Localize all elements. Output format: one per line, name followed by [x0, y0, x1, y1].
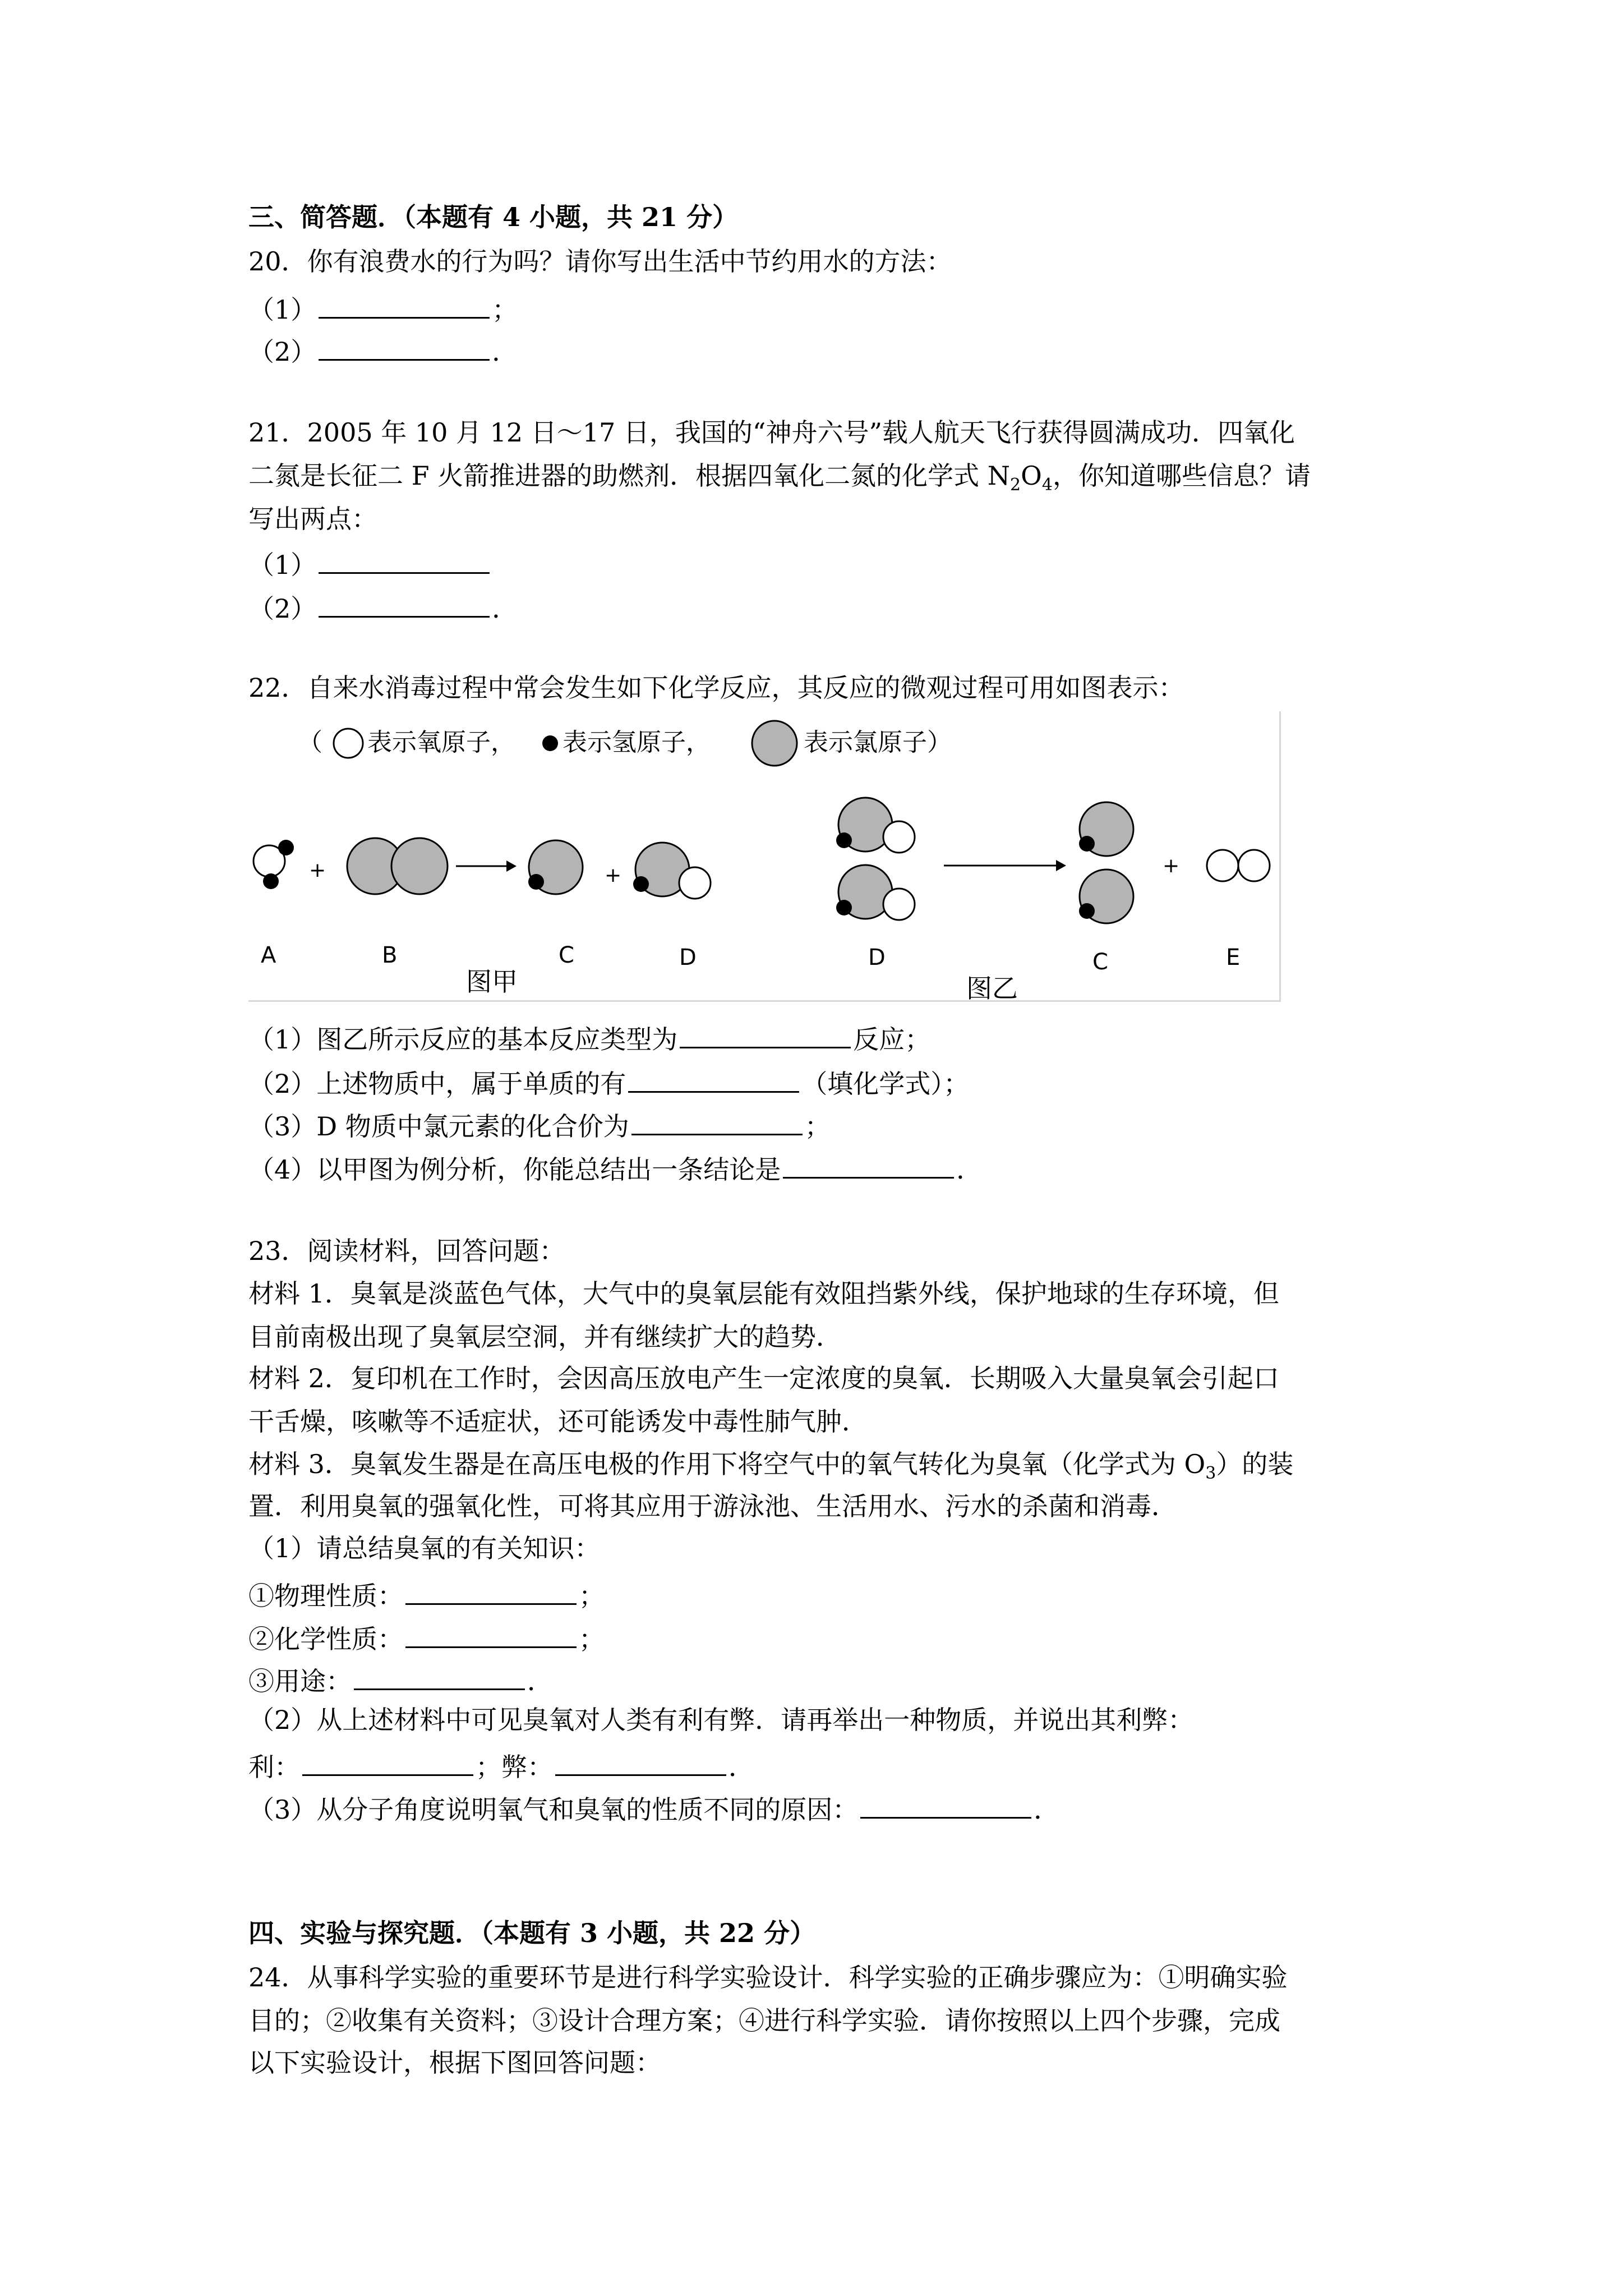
legend-hydrogen: 表示氢原子，	[562, 728, 711, 757]
molecule-e	[1207, 850, 1270, 881]
q22-part-4	[248, 1149, 982, 1186]
material-3-line-1	[248, 1447, 1294, 1484]
text: 利：	[248, 1752, 300, 1782]
q21-item-1	[248, 544, 492, 582]
text: （3）从分子角度说明氧气和臭氧的性质不同的原因：	[248, 1795, 859, 1825]
molecule-d-1	[633, 843, 711, 899]
answer-blank[interactable]	[319, 544, 490, 574]
text: （1）图乙所示反应的基本反应类型为	[248, 1024, 678, 1055]
molecule-d-2a	[836, 798, 915, 853]
q23-physical-property	[248, 1575, 605, 1613]
punct: ．	[1034, 1795, 1060, 1825]
q20-item-1	[248, 289, 518, 326]
material-1-line-1: 材料 1．臭氧是淡蓝色气体，大气中的臭氧层能有效阻挡紫外线，保护地球的生存环境，但	[248, 1278, 1279, 1309]
question-20-stem: 20．你有浪费水的行为吗？请你写出生活中节约用水的方法：	[248, 246, 952, 277]
legend-open: （	[298, 728, 322, 757]
label-c: C	[559, 942, 574, 968]
q23-sub-2: （2）从上述材料中可见臭氧对人类有利有弊．请再举出一种物质，并说出其利弊：	[248, 1705, 1194, 1735]
item-number: （1）	[248, 550, 317, 580]
punct: ．	[492, 593, 518, 624]
punct: ；	[579, 1624, 605, 1654]
oxygen-atom-icon	[334, 729, 363, 758]
section-heading: 三、简答题．（本题有 4 小题，共 21 分）	[248, 202, 739, 232]
question-24-line-2: 目的；②收集有关资料；③设计合理方案；④进行科学实验．请你按照以上四个步骤，完成	[248, 2005, 1280, 2036]
punct: ；	[492, 295, 518, 325]
punct: ；	[579, 1581, 605, 1611]
caption-jia: 图甲	[466, 967, 518, 997]
text: （2）上述物质中，属于单质的有	[248, 1069, 626, 1099]
question-24-line-1: 24．从事科学实验的重要环节是进行科学实验设计．科学实验的正确步骤应为：①明确实验	[248, 1962, 1288, 1993]
section-heading: 四、实验与探究题．（本题有 3 小题，共 22 分）	[248, 1918, 816, 1948]
text: ②化学性质：	[248, 1624, 403, 1654]
legend-oxygen: 表示氧原子，	[367, 728, 515, 757]
answer-blank[interactable]	[555, 1746, 726, 1776]
punct: ．	[527, 1666, 553, 1696]
q22-part-2	[248, 1063, 969, 1101]
item-number: （2）	[248, 593, 317, 624]
text: （填化学式）；	[801, 1069, 970, 1099]
q20-item-2	[248, 331, 518, 369]
item-number: （1）	[248, 295, 317, 325]
q22-part-1	[248, 1019, 930, 1056]
answer-blank[interactable]	[319, 289, 490, 319]
chlorine-atom-icon	[752, 721, 797, 766]
question-24-line-3: 以下实验设计，根据下图回答问题：	[248, 2047, 661, 2078]
text: ①物理性质：	[248, 1581, 403, 1611]
molecule-c-2a	[1079, 802, 1133, 856]
item-number: （2）	[248, 337, 317, 367]
answer-blank[interactable]	[319, 331, 490, 361]
label-b: B	[382, 942, 398, 968]
label-c-2: C	[1092, 949, 1108, 975]
text: ）的装	[1216, 1449, 1294, 1479]
material-1-line-2: 目前南极出现了臭氧层空洞，并有继续扩大的趋势．	[248, 1322, 842, 1352]
molecule-b	[347, 838, 448, 894]
subscript: 2	[1010, 475, 1021, 495]
punct: ．	[728, 1752, 754, 1782]
legend-chlorine: 表示氯原子）	[804, 728, 952, 757]
text: ；弊：	[476, 1752, 553, 1782]
material-2-line-1: 材料 2．复印机在工作时，会因高压放电产生一定浓度的臭氧．长期吸入大量臭氧会引起口	[248, 1363, 1279, 1393]
text: ，你知道哪些信息？请	[1052, 461, 1311, 491]
plus-sign: +	[1163, 854, 1180, 877]
answer-blank[interactable]	[354, 1660, 525, 1690]
punct: ．	[492, 337, 518, 367]
text: 二氮是长征二 F 火箭推进器的助燃剂．根据四氧化二氮的化学式 N	[248, 461, 1011, 491]
label-e: E	[1226, 945, 1241, 970]
reaction-arrow-1	[456, 861, 517, 872]
reaction-arrow-2	[944, 860, 1066, 871]
answer-blank[interactable]	[319, 588, 490, 618]
answer-blank[interactable]	[628, 1063, 799, 1093]
molecule-a	[253, 840, 294, 889]
question-23-stem: 23．阅读材料，回答问题：	[248, 1236, 565, 1266]
q23-chemical-property	[248, 1618, 605, 1656]
q23-pros-cons	[248, 1746, 754, 1784]
answer-blank[interactable]	[860, 1789, 1031, 1819]
text: 材料 3．臭氧发生器是在高压电极的作用下将空气中的氧气转化为臭氧（化学式为 O	[248, 1449, 1206, 1479]
answer-blank[interactable]	[405, 1575, 577, 1605]
answer-blank[interactable]	[302, 1746, 473, 1776]
subscript: 3	[1205, 1464, 1216, 1484]
q23-use	[248, 1660, 553, 1698]
answer-blank[interactable]	[680, 1019, 851, 1048]
subscript: 4	[1041, 475, 1053, 495]
label-d: D	[679, 945, 697, 970]
text: （3）D 物质中氯元素的化合价为	[248, 1111, 629, 1142]
plus-sign: +	[605, 864, 622, 887]
text: ；	[804, 1111, 831, 1142]
q23-sub-3	[248, 1789, 1059, 1826]
question-21-line-3: 写出两点：	[248, 504, 377, 534]
answer-blank[interactable]	[405, 1618, 577, 1648]
text: ．	[956, 1154, 983, 1185]
molecule-d-2b	[836, 865, 915, 920]
text: 反应；	[853, 1024, 931, 1055]
caption-yi: 图乙	[966, 973, 1018, 1002]
text: O	[1021, 461, 1042, 491]
text: （4）以甲图为例分析，你能总结出一条结论是	[248, 1154, 781, 1185]
question-22-stem: 22．自来水消毒过程中常会发生如下化学反应，其反应的微观过程可用如图表示：	[248, 673, 1184, 703]
material-3-line-2: 置．利用臭氧的强氧化性，可将其应用于游泳池、生活用水、污水的杀菌和消毒．	[248, 1491, 1177, 1521]
question-21-line-2	[248, 459, 1311, 493]
molecule-c-1	[528, 840, 583, 894]
plus-sign: +	[309, 859, 326, 882]
molecule-c-2b	[1079, 869, 1133, 923]
question-21-line-1: 21．2005 年 10 月 12 日～17 日，我国的“神舟六号”载人航天飞行获得圆满成功．四氧化	[248, 417, 1295, 448]
reaction-diagram	[248, 711, 1281, 1002]
answer-blank[interactable]	[783, 1149, 954, 1179]
label-d-2: D	[868, 945, 886, 970]
answer-blank[interactable]	[631, 1106, 803, 1135]
q22-part-3	[248, 1106, 831, 1143]
text: ③用途：	[248, 1666, 352, 1696]
q23-sub-1: （1）请总结臭氧的有关知识：	[248, 1533, 601, 1563]
hydrogen-atom-icon	[542, 735, 558, 751]
material-2-line-2: 干舌燥，咳嗽等不适症状，还可能诱发中毒性肺气肿．	[248, 1406, 868, 1437]
label-a: A	[261, 942, 276, 968]
q21-item-2	[248, 588, 518, 625]
